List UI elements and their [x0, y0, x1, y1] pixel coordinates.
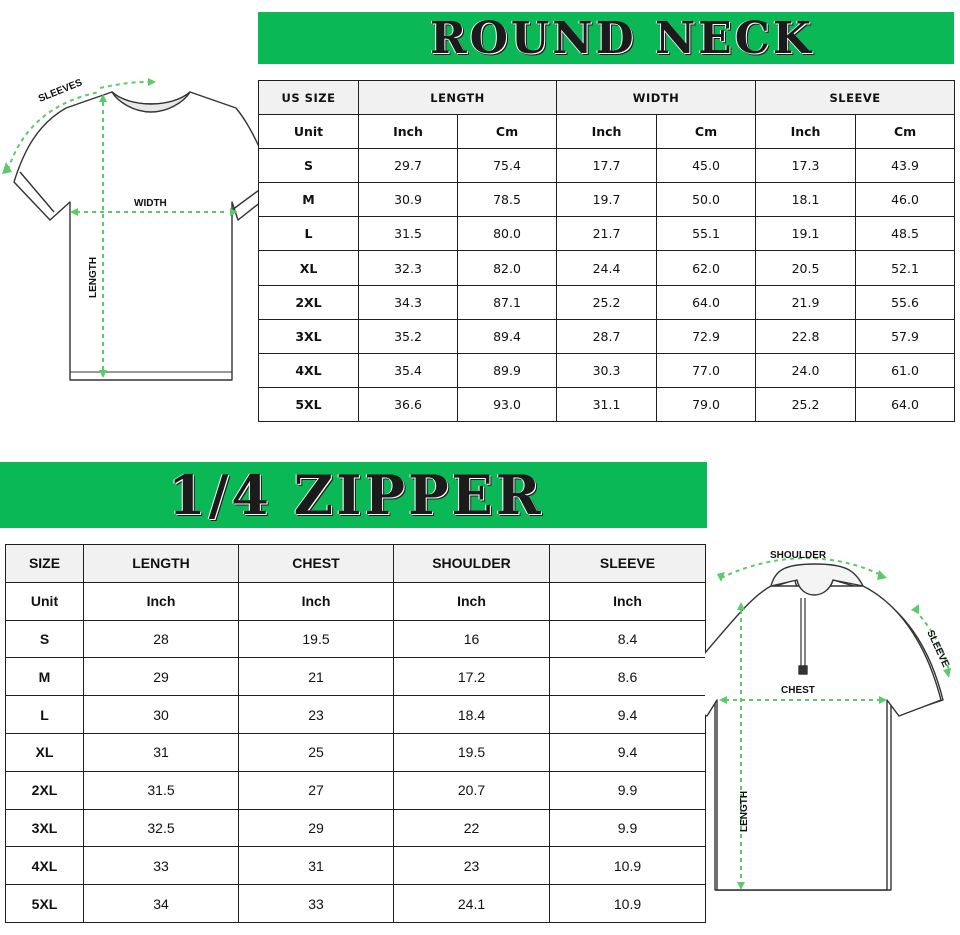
table-cell: 20.5: [756, 251, 856, 285]
unit-cell: Inch: [359, 115, 458, 149]
table-cell: 32.5: [84, 809, 239, 847]
table-cell: 87.1: [458, 285, 557, 319]
table-row: [6, 620, 706, 658]
table-cell: 19.5: [394, 733, 550, 771]
size-cell: L: [259, 217, 359, 251]
table-cell: 27: [239, 771, 394, 809]
table-cell: 16: [394, 620, 550, 658]
round-neck-table-body: [259, 81, 955, 422]
round-neck-banner: [258, 12, 954, 64]
table-cell: 31: [239, 847, 394, 885]
table-cell: 36.6: [359, 387, 458, 421]
length-label: LENGTH: [88, 256, 99, 298]
unit-cell: Inch: [239, 582, 394, 620]
table-cell: 46.0: [856, 183, 955, 217]
table-cell: 9.4: [550, 733, 706, 771]
unit-cell: Cm: [856, 115, 955, 149]
header-length: LENGTH: [84, 545, 239, 583]
table-row: [259, 285, 955, 319]
zipper-table-body: [6, 545, 706, 923]
table-cell: 19.1: [756, 217, 856, 251]
table-cell: 55.1: [657, 217, 756, 251]
size-cell: 4XL: [6, 847, 84, 885]
table-cell: 34: [84, 885, 239, 923]
table-cell: 19.7: [557, 183, 657, 217]
zipper-shirt-diagram: [705, 540, 960, 900]
zipper-size-table: [5, 544, 706, 923]
size-cell: XL: [259, 251, 359, 285]
unit-cell: Cm: [657, 115, 756, 149]
table-cell: 89.9: [458, 353, 557, 387]
round-neck-size-table: [258, 80, 955, 422]
table-cell: 64.0: [856, 387, 955, 421]
table-row: [6, 847, 706, 885]
header-length: LENGTH: [359, 81, 557, 115]
length-label: LENGTH: [739, 790, 750, 832]
table-row: [6, 696, 706, 734]
table-cell: 89.4: [458, 319, 557, 353]
unit-label: Unit: [6, 582, 84, 620]
table-cell: 61.0: [856, 353, 955, 387]
size-cell: 5XL: [259, 387, 359, 421]
table-row: [259, 353, 955, 387]
unit-cell: Inch: [557, 115, 657, 149]
table-header-row: [259, 81, 955, 115]
table-cell: 33: [84, 847, 239, 885]
table-cell: 30: [84, 696, 239, 734]
table-cell: 34.3: [359, 285, 458, 319]
unit-cell: Inch: [84, 582, 239, 620]
header-us-size: US SIZE: [259, 81, 359, 115]
size-cell: 2XL: [259, 285, 359, 319]
header-chest: CHEST: [239, 545, 394, 583]
table-cell: 29.7: [359, 149, 458, 183]
table-cell: 33: [239, 885, 394, 923]
table-cell: 24.4: [557, 251, 657, 285]
table-cell: 64.0: [657, 285, 756, 319]
width-label: WIDTH: [134, 198, 167, 209]
table-cell: 17.2: [394, 658, 550, 696]
table-row: [6, 809, 706, 847]
table-row: [259, 319, 955, 353]
table-cell: 55.6: [856, 285, 955, 319]
table-cell: 48.5: [856, 217, 955, 251]
table-cell: 31.1: [557, 387, 657, 421]
zipper-banner: [0, 462, 707, 528]
table-cell: 57.9: [856, 319, 955, 353]
unit-row: [259, 115, 955, 149]
table-cell: 17.3: [756, 149, 856, 183]
table-cell: 93.0: [458, 387, 557, 421]
round-neck-tshirt-diagram: [0, 62, 258, 402]
table-cell: 28.7: [557, 319, 657, 353]
table-cell: 31: [84, 733, 239, 771]
table-cell: 50.0: [657, 183, 756, 217]
table-cell: 72.9: [657, 319, 756, 353]
table-cell: 10.9: [550, 885, 706, 923]
size-cell: XL: [6, 733, 84, 771]
table-cell: 79.0: [657, 387, 756, 421]
table-row: [259, 251, 955, 285]
table-header-row: [6, 545, 706, 583]
header-size: SIZE: [6, 545, 84, 583]
table-cell: 22.8: [756, 319, 856, 353]
table-cell: 45.0: [657, 149, 756, 183]
table-row: [259, 183, 955, 217]
table-cell: 43.9: [856, 149, 955, 183]
chest-label: CHEST: [781, 685, 815, 696]
table-cell: 18.4: [394, 696, 550, 734]
table-cell: 80.0: [458, 217, 557, 251]
table-cell: 82.0: [458, 251, 557, 285]
table-cell: 21.7: [557, 217, 657, 251]
table-cell: 22: [394, 809, 550, 847]
shoulder-label: SHOULDER: [770, 550, 827, 561]
table-cell: 8.4: [550, 620, 706, 658]
table-cell: 10.9: [550, 847, 706, 885]
table-cell: 35.2: [359, 319, 458, 353]
table-cell: 30.3: [557, 353, 657, 387]
table-cell: 29: [84, 658, 239, 696]
unit-cell: Cm: [458, 115, 557, 149]
table-cell: 17.7: [557, 149, 657, 183]
table-cell: 77.0: [657, 353, 756, 387]
table-row: [6, 658, 706, 696]
table-cell: 9.9: [550, 809, 706, 847]
table-cell: 62.0: [657, 251, 756, 285]
unit-cell: Inch: [756, 115, 856, 149]
header-sleeve: SLEEVE: [756, 81, 955, 115]
table-cell: 32.3: [359, 251, 458, 285]
size-cell: M: [6, 658, 84, 696]
table-cell: 8.6: [550, 658, 706, 696]
header-width: WIDTH: [557, 81, 756, 115]
table-cell: 25.2: [557, 285, 657, 319]
header-shoulder: SHOULDER: [394, 545, 550, 583]
table-cell: 35.4: [359, 353, 458, 387]
table-cell: 29: [239, 809, 394, 847]
unit-cell: Inch: [394, 582, 550, 620]
size-cell: M: [259, 183, 359, 217]
size-cell: L: [6, 696, 84, 734]
table-cell: 25: [239, 733, 394, 771]
unit-row: [6, 582, 706, 620]
round-neck-title: ROUND NECK: [430, 12, 814, 64]
table-cell: 78.5: [458, 183, 557, 217]
size-cell: 2XL: [6, 771, 84, 809]
size-cell: S: [259, 149, 359, 183]
table-cell: 25.2: [756, 387, 856, 421]
table-cell: 24.1: [394, 885, 550, 923]
size-cell: 3XL: [259, 319, 359, 353]
table-cell: 52.1: [856, 251, 955, 285]
table-cell: 23: [239, 696, 394, 734]
size-cell: S: [6, 620, 84, 658]
table-cell: 75.4: [458, 149, 557, 183]
table-cell: 9.9: [550, 771, 706, 809]
header-sleeve: SLEEVE: [550, 545, 706, 583]
table-cell: 19.5: [239, 620, 394, 658]
table-row: [6, 885, 706, 923]
table-cell: 31.5: [84, 771, 239, 809]
size-cell: 3XL: [6, 809, 84, 847]
table-row: [259, 217, 955, 251]
size-cell: 4XL: [259, 353, 359, 387]
table-cell: 20.7: [394, 771, 550, 809]
size-cell: 5XL: [6, 885, 84, 923]
unit-cell: Inch: [550, 582, 706, 620]
table-row: [6, 771, 706, 809]
sleeve-label: SLEEVE: [924, 628, 951, 670]
table-row: [6, 733, 706, 771]
table-cell: 24.0: [756, 353, 856, 387]
zipper-title: 1/4 ZIPPER: [168, 463, 544, 527]
table-cell: 21.9: [756, 285, 856, 319]
table-cell: 21: [239, 658, 394, 696]
sleeves-label: SLEEVES: [37, 77, 84, 105]
table-cell: 28: [84, 620, 239, 658]
table-row: [259, 149, 955, 183]
table-row: [259, 387, 955, 421]
table-cell: 31.5: [359, 217, 458, 251]
table-cell: 23: [394, 847, 550, 885]
unit-label: Unit: [259, 115, 359, 149]
table-cell: 9.4: [550, 696, 706, 734]
table-cell: 18.1: [756, 183, 856, 217]
table-cell: 30.9: [359, 183, 458, 217]
